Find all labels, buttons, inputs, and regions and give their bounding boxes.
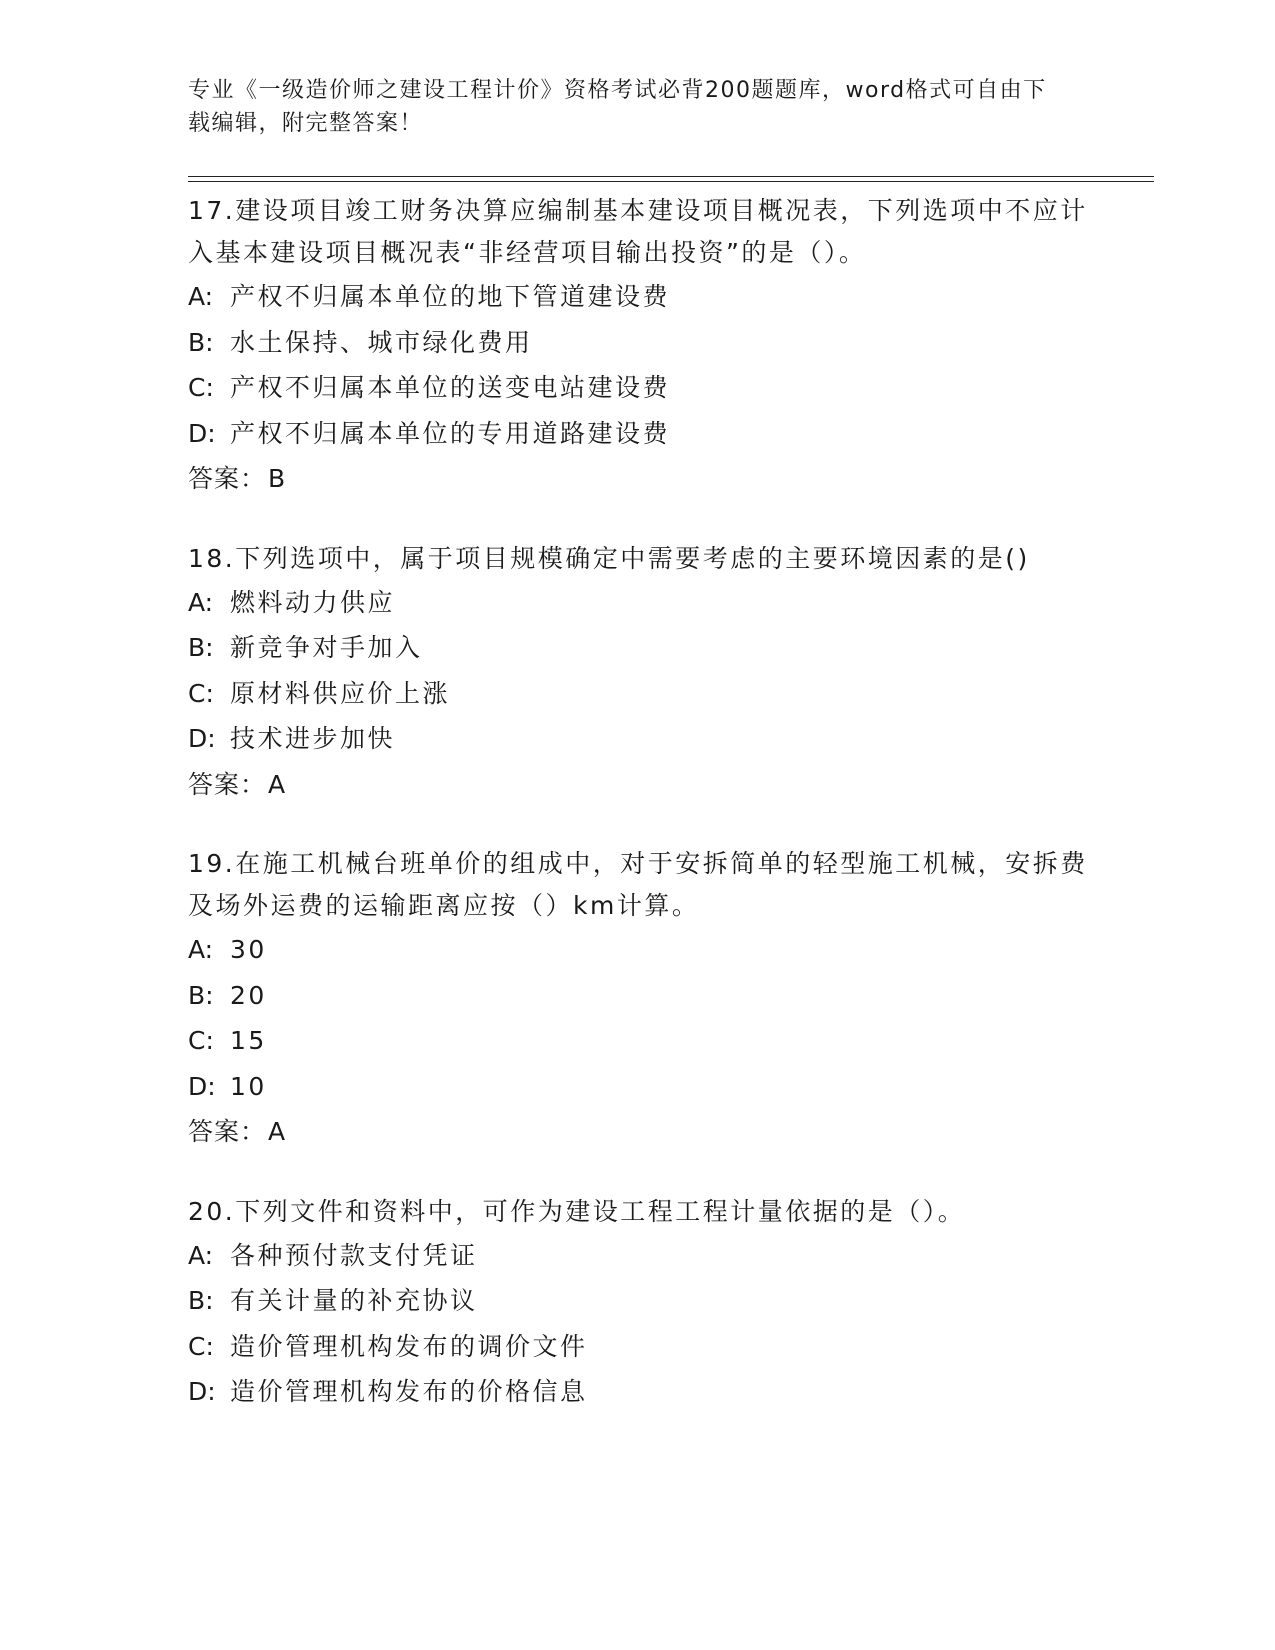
option-letter: A: bbox=[188, 935, 214, 964]
option-b bbox=[188, 1278, 1088, 1324]
option-letter: C: bbox=[188, 373, 214, 402]
option-text: 产权不归属本单位的送变电站建设费 bbox=[230, 373, 671, 402]
option-letter: C: bbox=[188, 678, 214, 708]
answer-line bbox=[188, 456, 1088, 502]
question-17 bbox=[188, 190, 1088, 502]
answer-line bbox=[188, 1109, 1088, 1155]
question-20 bbox=[188, 1191, 1088, 1415]
question-stem: 17.建设项目竣工财务决算应编制基本建设项目概况表，下列选项中不应计入基本建设项目概况表“非经营项目输出投资”的是（）。 bbox=[188, 196, 1088, 267]
option-letter: B: bbox=[188, 327, 214, 357]
option-letter: B: bbox=[188, 633, 214, 662]
option-d bbox=[188, 1369, 1088, 1415]
header-rule-bottom bbox=[188, 181, 1154, 182]
answer-label: 答案： bbox=[188, 464, 267, 493]
option-c bbox=[188, 1018, 1088, 1064]
option-text: 10 bbox=[230, 1071, 267, 1101]
option-text: 燃料动力供应 bbox=[230, 587, 396, 617]
option-letter: B: bbox=[188, 1286, 214, 1315]
question-18 bbox=[188, 538, 1088, 808]
option-d bbox=[188, 716, 1088, 762]
option-text: 有关计量的补充协议 bbox=[230, 1286, 478, 1315]
answer-value: A bbox=[268, 769, 287, 799]
option-a bbox=[188, 927, 1088, 973]
option-a bbox=[188, 1233, 1088, 1279]
option-text: 各种预付款支付凭证 bbox=[230, 1240, 478, 1270]
option-text: 水土保持、城市绿化费用 bbox=[230, 327, 533, 357]
question-stem: 19.在施工机械台班单价的组成中，对于安拆简单的轻型施工机械，安拆费及场外运费的运输距离应按（）km计算。 bbox=[188, 849, 1088, 920]
answer-value: A bbox=[268, 1117, 287, 1146]
answer-label: 答案： bbox=[188, 769, 267, 799]
option-text: 产权不归属本单位的地下管道建设费 bbox=[230, 282, 671, 311]
option-letter: D: bbox=[188, 1071, 216, 1101]
option-text: 30 bbox=[230, 935, 267, 964]
option-text: 原材料供应价上涨 bbox=[230, 678, 451, 708]
option-letter: A: bbox=[188, 282, 214, 311]
option-d bbox=[188, 411, 1088, 457]
option-b bbox=[188, 320, 1088, 366]
option-text: 20 bbox=[230, 980, 267, 1010]
question-19 bbox=[188, 843, 1088, 1155]
option-text: 造价管理机构发布的调价文件 bbox=[230, 1331, 588, 1361]
option-letter: A: bbox=[188, 1240, 214, 1270]
option-d bbox=[188, 1064, 1088, 1110]
header-rule-top bbox=[188, 176, 1154, 177]
option-letter: D: bbox=[188, 724, 216, 753]
option-text: 造价管理机构发布的价格信息 bbox=[230, 1377, 588, 1406]
question-stem: 20.下列文件和资料中，可作为建设工程工程计量依据的是（）。 bbox=[188, 1196, 966, 1226]
option-c bbox=[188, 365, 1088, 411]
option-c bbox=[188, 671, 1088, 717]
option-c bbox=[188, 1324, 1088, 1370]
option-letter: C: bbox=[188, 1026, 214, 1055]
option-text: 技术进步加快 bbox=[230, 724, 396, 753]
option-a bbox=[188, 274, 1088, 320]
answer-label: 答案： bbox=[188, 1117, 267, 1146]
option-b bbox=[188, 973, 1088, 1019]
option-text: 15 bbox=[230, 1026, 267, 1055]
document-header: 专业《一级造价师之建设工程计价》资格考试必背200题题库，word格式可自由下载编辑，附完整答案！ bbox=[188, 78, 1047, 136]
answer-line bbox=[188, 762, 1088, 808]
question-list bbox=[188, 190, 1088, 1451]
option-letter: B: bbox=[188, 980, 214, 1010]
option-letter: D: bbox=[188, 1377, 216, 1406]
option-letter: C: bbox=[188, 1331, 214, 1361]
option-letter: A: bbox=[188, 587, 214, 617]
question-stem: 18.下列选项中，属于项目规模确定中需要考虑的主要环境因素的是() bbox=[188, 543, 1030, 573]
option-a bbox=[188, 580, 1088, 626]
answer-value: B bbox=[268, 464, 287, 493]
option-letter: D: bbox=[188, 418, 216, 448]
option-b bbox=[188, 625, 1088, 671]
option-text: 产权不归属本单位的专用道路建设费 bbox=[230, 418, 671, 448]
option-text: 新竞争对手加入 bbox=[230, 633, 423, 662]
